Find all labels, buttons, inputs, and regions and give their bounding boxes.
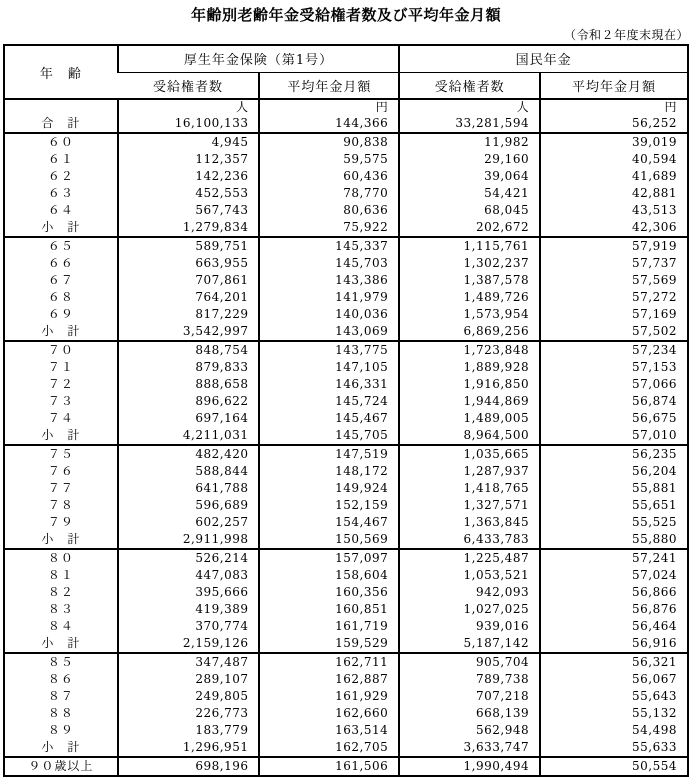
- value-cell: 円: [540, 99, 688, 115]
- table-row: [4, 323, 688, 341]
- value-cell: 3,633,747: [399, 739, 540, 757]
- table-row: [4, 185, 688, 202]
- age-label: 小 計: [4, 531, 118, 549]
- value-cell: 143,069: [259, 323, 399, 341]
- table-row: [4, 427, 688, 445]
- age-label: ６７: [47, 273, 74, 287]
- value-cell: 589,751: [118, 237, 260, 255]
- value-cell: 56,204: [540, 463, 688, 480]
- age-label: ８２: [47, 585, 74, 599]
- value-cell: 879,833: [118, 359, 260, 376]
- value-cell: 567,743: [118, 202, 260, 219]
- age-label: ７２: [47, 377, 74, 391]
- value-cell: 112,357: [118, 151, 260, 168]
- value-cell: 57,234: [540, 341, 688, 359]
- value-cell: 1,035,665: [399, 445, 540, 463]
- age-label: ６８: [47, 290, 74, 304]
- age-label: 小 計: [4, 323, 118, 341]
- value-cell: 1,723,848: [399, 341, 540, 359]
- value-cell: 526,214: [118, 549, 260, 567]
- value-cell: 57,919: [540, 237, 688, 255]
- value-cell: 143,386: [259, 272, 399, 289]
- value-cell: 人: [399, 99, 540, 115]
- value-cell: 2,911,998: [118, 531, 260, 549]
- value-cell: 144,366: [259, 115, 399, 133]
- age-label: ８７: [47, 689, 74, 703]
- value-cell: 55,651: [540, 497, 688, 514]
- value-cell: 154,467: [259, 514, 399, 531]
- value-cell: 848,754: [118, 341, 260, 359]
- value-cell: 226,773: [118, 705, 260, 722]
- value-cell: 152,159: [259, 497, 399, 514]
- age-label: ７１: [47, 360, 74, 374]
- value-cell: 57,066: [540, 376, 688, 393]
- value-cell: 905,704: [399, 653, 540, 671]
- age-label: ６１: [47, 152, 74, 166]
- value-cell: 57,024: [540, 567, 688, 584]
- value-cell: 56,321: [540, 653, 688, 671]
- value-cell: 370,774: [118, 618, 260, 635]
- table-row: [4, 531, 688, 549]
- value-cell: 78,770: [259, 185, 399, 202]
- age-label: ８１: [47, 568, 74, 582]
- value-cell: 55,525: [540, 514, 688, 531]
- value-cell: 1,287,937: [399, 463, 540, 480]
- value-cell: 3,542,997: [118, 323, 260, 341]
- value-cell: 146,331: [259, 376, 399, 393]
- value-cell: 56,876: [540, 601, 688, 618]
- table-row: [4, 445, 688, 463]
- table-row: [4, 757, 688, 776]
- value-cell: 162,711: [259, 653, 399, 671]
- value-cell: 8,964,500: [399, 427, 540, 445]
- table-row: [4, 359, 688, 376]
- value-cell: 80,636: [259, 202, 399, 219]
- value-cell: 707,861: [118, 272, 260, 289]
- value-cell: 1,418,765: [399, 480, 540, 497]
- value-cell: 56,235: [540, 445, 688, 463]
- value-cell: 1,573,954: [399, 306, 540, 323]
- beneficiaries-header-national: 受給権者数: [399, 72, 540, 99]
- table-row: [4, 99, 688, 115]
- value-cell: 1,916,850: [399, 376, 540, 393]
- age-label: 小 計: [4, 219, 118, 237]
- table-row: [4, 393, 688, 410]
- value-cell: 54,498: [540, 722, 688, 739]
- age-label: ８４: [47, 619, 74, 633]
- value-cell: 円: [259, 99, 399, 115]
- value-cell: 668,139: [399, 705, 540, 722]
- table-row: [4, 115, 688, 133]
- age-label: 小 計: [4, 635, 118, 653]
- value-cell: 163,514: [259, 722, 399, 739]
- value-cell: 55,633: [540, 739, 688, 757]
- value-cell: 562,948: [399, 722, 540, 739]
- value-cell: 56,675: [540, 410, 688, 427]
- national-pension-group-header: 国民年金: [399, 45, 688, 72]
- value-cell: 588,844: [118, 463, 260, 480]
- value-cell: 1,279,834: [118, 219, 260, 237]
- value-cell: 602,257: [118, 514, 260, 531]
- age-label: 小 計: [4, 427, 118, 445]
- value-cell: 57,241: [540, 549, 688, 567]
- value-cell: 6,869,256: [399, 323, 540, 341]
- table-row: [4, 653, 688, 671]
- value-cell: 162,660: [259, 705, 399, 722]
- age-label: ７７: [47, 481, 74, 495]
- beneficiaries-header-employees: 受給権者数: [118, 72, 260, 99]
- value-cell: 149,924: [259, 480, 399, 497]
- value-cell: 148,172: [259, 463, 399, 480]
- age-label: ７５: [47, 447, 74, 461]
- employees-pension-group-header: 厚生年金保険（第1号）: [118, 45, 400, 72]
- table-row: [4, 151, 688, 168]
- value-cell: 6,433,783: [399, 531, 540, 549]
- value-cell: 158,604: [259, 567, 399, 584]
- value-cell: 57,169: [540, 306, 688, 323]
- value-cell: 90,838: [259, 133, 399, 151]
- table-row: [4, 376, 688, 393]
- value-cell: 5,187,142: [399, 635, 540, 653]
- value-cell: 11,982: [399, 133, 540, 151]
- value-cell: 57,153: [540, 359, 688, 376]
- table-body: [4, 99, 688, 776]
- table-row: [4, 584, 688, 601]
- value-cell: 942,093: [399, 584, 540, 601]
- value-cell: 人: [118, 99, 260, 115]
- value-cell: 57,737: [540, 255, 688, 272]
- value-cell: 183,779: [118, 722, 260, 739]
- value-cell: 50,554: [540, 757, 688, 776]
- table-row: [4, 497, 688, 514]
- value-cell: 33,281,594: [399, 115, 540, 133]
- value-cell: 145,467: [259, 410, 399, 427]
- age-label: 小 計: [4, 739, 118, 757]
- value-cell: 1,363,845: [399, 514, 540, 531]
- value-cell: 150,569: [259, 531, 399, 549]
- value-cell: 452,553: [118, 185, 260, 202]
- value-cell: 56,916: [540, 635, 688, 653]
- value-cell: 1,115,761: [399, 237, 540, 255]
- value-cell: 1,489,726: [399, 289, 540, 306]
- value-cell: 896,622: [118, 393, 260, 410]
- value-cell: 2,159,126: [118, 635, 260, 653]
- value-cell: 56,067: [540, 671, 688, 688]
- value-cell: 57,272: [540, 289, 688, 306]
- age-column-header: 年 齢: [4, 45, 118, 99]
- age-label: ６５: [47, 239, 74, 253]
- value-cell: 202,672: [399, 219, 540, 237]
- age-label: ７８: [47, 498, 74, 512]
- value-cell: 145,724: [259, 393, 399, 410]
- value-cell: 161,719: [259, 618, 399, 635]
- value-cell: 162,705: [259, 739, 399, 757]
- value-cell: 56,464: [540, 618, 688, 635]
- table-row: [4, 514, 688, 531]
- value-cell: 1,327,571: [399, 497, 540, 514]
- value-cell: 39,019: [540, 133, 688, 151]
- age-label: ７３: [47, 394, 74, 408]
- age-label: [4, 99, 118, 115]
- value-cell: 395,666: [118, 584, 260, 601]
- age-label: ７４: [47, 411, 74, 425]
- value-cell: 40,594: [540, 151, 688, 168]
- value-cell: 482,420: [118, 445, 260, 463]
- value-cell: 1,053,521: [399, 567, 540, 584]
- table-row: [4, 463, 688, 480]
- table-row: [4, 202, 688, 219]
- value-cell: 55,132: [540, 705, 688, 722]
- value-cell: 42,306: [540, 219, 688, 237]
- table-row: [4, 688, 688, 705]
- table-row: [4, 705, 688, 722]
- value-cell: 147,519: [259, 445, 399, 463]
- value-cell: 764,201: [118, 289, 260, 306]
- value-cell: 59,575: [259, 151, 399, 168]
- age-label: ８８: [47, 706, 74, 720]
- age-label: ７０: [47, 343, 74, 357]
- age-label: ８５: [47, 655, 74, 669]
- value-cell: 249,805: [118, 688, 260, 705]
- value-cell: 142,236: [118, 168, 260, 185]
- table-row: [4, 722, 688, 739]
- value-cell: 347,487: [118, 653, 260, 671]
- value-cell: 145,703: [259, 255, 399, 272]
- value-cell: 60,436: [259, 168, 399, 185]
- value-cell: 159,529: [259, 635, 399, 653]
- age-label: ８６: [47, 672, 74, 686]
- value-cell: 161,929: [259, 688, 399, 705]
- age-label: ６２: [47, 169, 74, 183]
- value-cell: 596,689: [118, 497, 260, 514]
- table-row: [4, 671, 688, 688]
- table-row: [4, 168, 688, 185]
- avg-monthly-pension-header-employees: 平均年金月額: [259, 72, 399, 99]
- table-row: [4, 410, 688, 427]
- table-row: [4, 341, 688, 359]
- table-row: [4, 480, 688, 497]
- value-cell: 75,922: [259, 219, 399, 237]
- value-cell: 4,211,031: [118, 427, 260, 445]
- value-cell: 161,506: [259, 757, 399, 776]
- table-row: [4, 739, 688, 757]
- value-cell: 289,107: [118, 671, 260, 688]
- value-cell: 707,218: [399, 688, 540, 705]
- table-row: [4, 601, 688, 618]
- value-cell: 160,356: [259, 584, 399, 601]
- value-cell: 1,225,487: [399, 549, 540, 567]
- value-cell: 41,689: [540, 168, 688, 185]
- age-label: ９０歳以上: [28, 759, 94, 773]
- value-cell: 143,775: [259, 341, 399, 359]
- age-label: ８９: [47, 723, 74, 737]
- value-cell: 939,016: [399, 618, 540, 635]
- age-label: ８０: [47, 551, 74, 565]
- value-cell: 147,105: [259, 359, 399, 376]
- value-cell: 697,164: [118, 410, 260, 427]
- value-cell: 698,196: [118, 757, 260, 776]
- value-cell: 817,229: [118, 306, 260, 323]
- value-cell: 160,851: [259, 601, 399, 618]
- age-label: ６４: [47, 203, 74, 217]
- table-row: [4, 306, 688, 323]
- value-cell: 1,027,025: [399, 601, 540, 618]
- value-cell: 141,979: [259, 289, 399, 306]
- value-cell: 157,097: [259, 549, 399, 567]
- value-cell: 145,705: [259, 427, 399, 445]
- value-cell: 1,296,951: [118, 739, 260, 757]
- table-row: [4, 237, 688, 255]
- value-cell: 789,738: [399, 671, 540, 688]
- header-group-row: [4, 45, 688, 72]
- age-label: ８３: [47, 602, 74, 616]
- value-cell: 641,788: [118, 480, 260, 497]
- value-cell: 57,502: [540, 323, 688, 341]
- table-row: [4, 289, 688, 306]
- value-cell: 68,045: [399, 202, 540, 219]
- value-cell: 57,569: [540, 272, 688, 289]
- age-label: ６９: [47, 307, 74, 321]
- value-cell: 162,887: [259, 671, 399, 688]
- value-cell: 56,874: [540, 393, 688, 410]
- value-cell: 1,990,494: [399, 757, 540, 776]
- table-row: [4, 618, 688, 635]
- value-cell: 140,036: [259, 306, 399, 323]
- value-cell: 56,252: [540, 115, 688, 133]
- age-label: ７６: [47, 464, 74, 478]
- table-row: [4, 219, 688, 237]
- age-label: 合 計: [4, 115, 118, 133]
- age-label: ６０: [47, 135, 74, 149]
- value-cell: 1,489,005: [399, 410, 540, 427]
- value-cell: 1,387,578: [399, 272, 540, 289]
- value-cell: 1,944,869: [399, 393, 540, 410]
- value-cell: 29,160: [399, 151, 540, 168]
- value-cell: 419,389: [118, 601, 260, 618]
- value-cell: 55,880: [540, 531, 688, 549]
- age-label: ６３: [47, 186, 74, 200]
- value-cell: 1,889,928: [399, 359, 540, 376]
- value-cell: 54,421: [399, 185, 540, 202]
- table-row: [4, 255, 688, 272]
- table-row: [4, 635, 688, 653]
- date-note: （令和２年度末現在）: [563, 28, 689, 42]
- value-cell: 43,513: [540, 202, 688, 219]
- age-label: ７９: [47, 515, 74, 529]
- table-row: [4, 272, 688, 289]
- value-cell: 447,083: [118, 567, 260, 584]
- value-cell: 888,658: [118, 376, 260, 393]
- value-cell: 1,302,237: [399, 255, 540, 272]
- age-label: ６６: [47, 256, 74, 270]
- value-cell: 4,945: [118, 133, 260, 151]
- pension-table: [3, 44, 689, 777]
- value-cell: 42,881: [540, 185, 688, 202]
- table-row: [4, 549, 688, 567]
- avg-monthly-pension-header-national: 平均年金月額: [540, 72, 688, 99]
- value-cell: 145,337: [259, 237, 399, 255]
- value-cell: 39,064: [399, 168, 540, 185]
- page-title: 年齢別老齢年金受給権者数及び平均年金月額: [190, 6, 501, 24]
- table-row: [4, 567, 688, 584]
- value-cell: 55,643: [540, 688, 688, 705]
- value-cell: 663,955: [118, 255, 260, 272]
- value-cell: 56,866: [540, 584, 688, 601]
- value-cell: 57,010: [540, 427, 688, 445]
- value-cell: 16,100,133: [118, 115, 260, 133]
- table-row: [4, 133, 688, 151]
- value-cell: 55,881: [540, 480, 688, 497]
